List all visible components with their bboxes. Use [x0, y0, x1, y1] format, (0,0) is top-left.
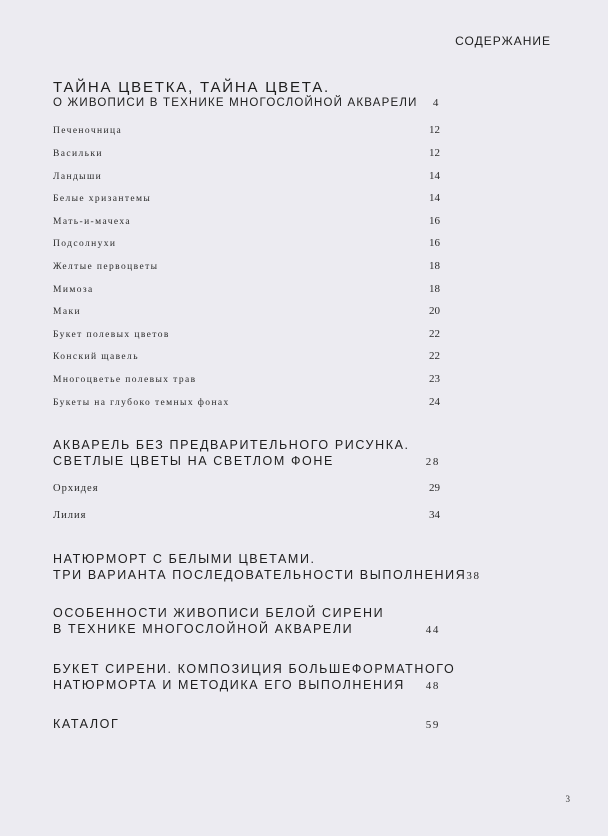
- section-3-page: 38: [466, 570, 481, 582]
- toc-item-label: Маки: [53, 307, 81, 317]
- toc-item-label: Мать-и-мачеха: [53, 217, 132, 227]
- toc-item: [53, 305, 440, 317]
- section-6-page: 59: [425, 719, 440, 731]
- toc-item-page: 22: [429, 350, 440, 362]
- toc-item-label: Многоцветье полевых трав: [53, 375, 197, 385]
- toc-item-page: 14: [429, 192, 440, 204]
- toc-item-page: 20: [429, 305, 440, 317]
- section-4-title-line1: ОСОБЕННОСТИ ЖИВОПИСИ БЕЛОЙ СИРЕНИ: [53, 606, 385, 620]
- toc-item: [53, 192, 440, 204]
- toc-item: [53, 396, 440, 408]
- toc-item-page: 18: [429, 283, 440, 295]
- toc-item: [53, 328, 440, 340]
- section-3-title-line1: НАТЮРМОРТ С БЕЛЫМИ ЦВЕТАМИ.: [53, 552, 316, 566]
- toc-item-page: 12: [429, 124, 440, 136]
- toc-item-page: 34: [429, 509, 440, 521]
- section-2-title-line1: АКВАРЕЛЬ БЕЗ ПРЕДВАРИТЕЛЬНОГО РИСУНКА.: [53, 438, 410, 452]
- toc-item: [53, 283, 440, 295]
- toc-item: [53, 482, 440, 494]
- toc-item: [53, 124, 440, 136]
- section-1-heading: [53, 80, 440, 111]
- section-5-title-line1: БУКЕТ СИРЕНИ. КОМПОЗИЦИЯ БОЛЬШЕФОРМАТНОГО: [53, 662, 456, 676]
- section-2-heading: [53, 437, 440, 470]
- toc-item-label: Подсолнухи: [53, 239, 117, 249]
- toc-item: [53, 373, 440, 385]
- section-4-heading: [53, 605, 440, 638]
- section-1-title-line1: ТАЙНА ЦВЕТКА, ТАЙНА ЦВЕТА.: [53, 79, 330, 96]
- section-3-heading: [53, 551, 481, 584]
- section-1-title-line2: О ЖИВОПИСИ В ТЕХНИКЕ МНОГОСЛОЙНОЙ АКВАРЕЛИ: [53, 97, 418, 109]
- toc-item: [53, 170, 440, 182]
- toc-item: [53, 237, 440, 249]
- section-5-page: 48: [425, 680, 440, 692]
- toc-item: [53, 215, 440, 227]
- toc-item-label: Букет полевых цветов: [53, 330, 170, 340]
- toc-item-label: Ландыши: [53, 172, 103, 182]
- toc-item: [53, 147, 440, 159]
- section-5-heading: [53, 661, 456, 694]
- toc-item-label: Печеночница: [53, 126, 123, 136]
- toc-item-label: Мимоза: [53, 285, 94, 295]
- toc-item-label: Желтые первоцветы: [53, 262, 159, 272]
- toc-item-page: 14: [429, 170, 440, 182]
- section-2-page: 28: [425, 456, 440, 468]
- toc-item-page: 16: [429, 215, 440, 227]
- toc-item-label: Лилия: [53, 510, 87, 521]
- toc-item-label: Белые хризантемы: [53, 194, 152, 204]
- toc-item-label: Орхидея: [53, 483, 99, 494]
- section-5-title-line2: НАТЮРМОРТА И МЕТОДИКА ЕГО ВЫПОЛНЕНИЯ: [53, 678, 405, 692]
- toc-item-page: 24: [429, 396, 440, 408]
- toc-item-label: Букеты на глубоко темных фонах: [53, 398, 230, 408]
- toc-item-page: 12: [429, 147, 440, 159]
- toc-item-page: 18: [429, 260, 440, 272]
- toc-item-page: 29: [429, 482, 440, 494]
- toc-item-label: Конский щавель: [53, 352, 139, 362]
- toc-item-page: 23: [429, 373, 440, 385]
- toc-item: [53, 260, 440, 272]
- section-4-page: 44: [425, 624, 440, 636]
- toc-item-page: 16: [429, 237, 440, 249]
- toc-item-label: Васильки: [53, 149, 103, 159]
- toc-item-page: 22: [429, 328, 440, 340]
- section-6-title-line1: КАТАЛОГ: [53, 717, 120, 731]
- section-4-title-line2: В ТЕХНИКЕ МНОГОСЛОЙНОЙ АКВАРЕЛИ: [53, 622, 354, 636]
- page-number: 3: [565, 794, 570, 804]
- section-1-page: 4: [432, 97, 440, 109]
- section-2-title-line2: СВЕТЛЫЕ ЦВЕТЫ НА СВЕТЛОМ ФОНЕ: [53, 454, 334, 468]
- toc-item: [53, 350, 440, 362]
- toc-item: [53, 509, 440, 521]
- section-3-title-line2: ТРИ ВАРИАНТА ПОСЛЕДОВАТЕЛЬНОСТИ ВЫПОЛНЕНИЯ: [53, 568, 467, 582]
- page-header: СОДЕРЖАНИЕ: [455, 34, 551, 48]
- section-6-heading: [53, 716, 440, 733]
